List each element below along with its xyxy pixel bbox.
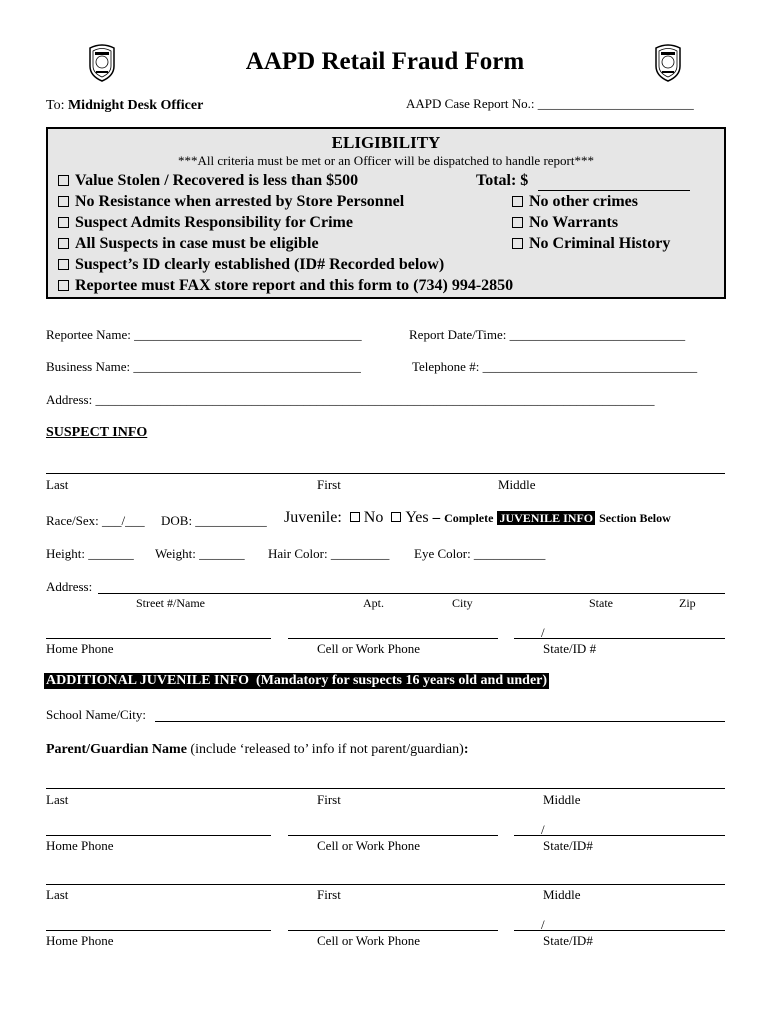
address-col-street: Street #/Name [136, 596, 205, 610]
criterion-label: Value Stolen / Recovered is less than $500 [75, 172, 359, 189]
address-col-apt: Apt. [363, 596, 384, 610]
eligibility-box [46, 127, 726, 299]
criterion-no-warrants[interactable] [512, 214, 618, 232]
checkbox-icon[interactable] [58, 259, 69, 270]
checkbox-icon[interactable] [58, 196, 69, 207]
checkbox-icon[interactable] [58, 280, 69, 291]
case-report-label: AAPD Case Report No.: [406, 96, 538, 111]
criterion-resistance[interactable] [58, 193, 404, 211]
col-label-middle: Middle [498, 477, 536, 492]
checkbox-icon[interactable] [512, 238, 523, 249]
section-below-label: Section Below [599, 511, 671, 525]
state-id-slash: / [541, 625, 545, 640]
parent-note: (include ‘released to’ info if not parent/guardian) [186, 742, 464, 757]
guardian1-col-middle: Middle [543, 792, 581, 807]
guardian2-col-last: Last [46, 887, 69, 902]
guardian2-col-first: First [317, 887, 341, 902]
juvenile-label: Juvenile: [284, 509, 342, 526]
criterion-label: No Warrants [529, 214, 619, 231]
state-id-line[interactable] [514, 638, 725, 639]
guardian2-name-line[interactable] [46, 884, 725, 885]
criterion-label: No Resistance when arrested by Store Personnel [75, 193, 405, 210]
parent-colon: : [463, 742, 469, 757]
reportee-name-field[interactable]: Reportee Name: ___________________________________ [46, 327, 362, 342]
parent-label: Parent/Guardian Name [46, 742, 187, 757]
to-label: To: [46, 98, 65, 113]
criterion-admits[interactable] [58, 214, 353, 232]
state-id-label: State/ID # [543, 641, 597, 656]
juvenile-no-checkbox-icon[interactable] [350, 512, 360, 522]
checkbox-icon[interactable] [58, 217, 69, 228]
guardian2-home-phone-line[interactable] [46, 930, 271, 931]
criterion-label: No other crimes [529, 193, 638, 210]
guardian2-cell-phone-label: Cell or Work Phone [317, 933, 421, 948]
guardian1-cell-phone-label: Cell or Work Phone [317, 838, 421, 853]
juvenile-info-highlight: JUVENILE INFO [499, 511, 594, 525]
case-report-field[interactable] [406, 96, 694, 112]
col-label-first: First [317, 477, 341, 492]
guardian2-col-middle: Middle [543, 887, 581, 902]
juvenile-no-label: No [363, 509, 384, 526]
col-label-last: Last [46, 477, 69, 492]
guardian1-cell-phone-line[interactable] [288, 835, 498, 836]
juvenile-dash: – [432, 510, 441, 526]
guardian2-slash: / [541, 917, 545, 932]
guardian1-slash: / [541, 822, 545, 837]
report-date-field[interactable]: Report Date/Time: ___________________________ [409, 327, 686, 342]
eye-color-field[interactable]: Eye Color: ___________ [414, 546, 546, 561]
complete-label: Complete [444, 511, 494, 525]
address-col-zip: Zip [679, 596, 696, 610]
checkbox-icon[interactable] [512, 217, 523, 228]
to-value: Midnight Desk Officer [67, 98, 204, 113]
criterion-id[interactable] [58, 256, 444, 274]
criterion-value[interactable] [58, 172, 358, 190]
criterion-no-criminal-history[interactable] [512, 235, 670, 253]
height-field[interactable]: Height: _______ [46, 546, 134, 561]
criterion-label: All Suspects in case must be eligible [75, 235, 319, 252]
cell-phone-label: Cell or Work Phone [317, 641, 421, 656]
juvenile-yes-label: Yes [405, 509, 429, 526]
reportee-address-field[interactable]: Address: ______________________________________________________________________________________ [46, 392, 655, 407]
case-report-line: ________________________ [537, 96, 694, 111]
hair-color-field[interactable]: Hair Color: _________ [268, 546, 390, 561]
dob-field[interactable]: DOB: ___________ [161, 513, 267, 528]
business-name-field[interactable]: Business Name: ___________________________________ [46, 359, 361, 374]
home-phone-line[interactable] [46, 638, 271, 639]
school-label: School Name/City: [46, 707, 147, 722]
checkbox-icon[interactable] [512, 196, 523, 207]
parent-guardian-heading [46, 742, 468, 758]
guardian2-state-id-label: State/ID# [543, 933, 593, 948]
race-sex-field[interactable]: Race/Sex: ___/___ [46, 513, 145, 528]
telephone-field[interactable]: Telephone #: _________________________________ [412, 359, 698, 374]
juvenile-info-heading: ADDITIONAL JUVENILE INFO (Mandatory for suspects 16 years old and under) [46, 673, 548, 688]
guardian2-state-id-line[interactable] [514, 930, 725, 931]
criterion-no-other-crimes[interactable] [512, 193, 638, 211]
juvenile-yes-checkbox-icon[interactable] [391, 512, 401, 522]
guardian1-name-line[interactable] [46, 788, 725, 789]
address-col-state: State [589, 596, 613, 610]
to-line [46, 98, 203, 114]
address-col-city: City [452, 596, 473, 610]
page-title: AAPD Retail Fraud Form [245, 48, 525, 75]
guardian2-home-phone-label: Home Phone [46, 933, 114, 948]
total-input[interactable] [538, 190, 690, 191]
cell-phone-line[interactable] [288, 638, 498, 639]
suspect-name-line[interactable] [46, 473, 725, 474]
guardian2-cell-phone-line[interactable] [288, 930, 498, 931]
home-phone-label: Home Phone [46, 641, 114, 656]
suspect-address-line[interactable] [98, 593, 725, 594]
juvenile-row [284, 509, 671, 527]
criterion-all-suspects[interactable] [58, 235, 319, 253]
eligibility-heading: ELIGIBILITY [331, 133, 441, 152]
criterion-label: Suspect Admits Responsibility for Crime [75, 214, 353, 231]
checkbox-icon[interactable] [58, 238, 69, 249]
guardian1-home-phone-line[interactable] [46, 835, 271, 836]
guardian1-col-last: Last [46, 792, 69, 807]
school-line[interactable] [155, 721, 725, 722]
criterion-label: Reportee must FAX store report and this form to (734) 994-2850 [75, 277, 514, 294]
total-label: Total: $ [476, 172, 529, 189]
suspect-address-label: Address: [46, 579, 93, 594]
eligibility-note: ***All criteria must be met or an Officer will be dispatched to handle report*** [178, 153, 594, 168]
suspect-info-heading: SUSPECT INFO [46, 425, 148, 440]
criterion-label: Suspect’s ID clearly established (ID# Recorded below) [75, 256, 445, 273]
guardian1-col-first: First [317, 792, 341, 807]
checkbox-icon[interactable] [58, 175, 69, 186]
guardian1-state-id-label: State/ID# [543, 838, 593, 853]
criterion-label: No Criminal History [529, 235, 671, 252]
weight-field[interactable]: Weight: _______ [155, 546, 245, 561]
guardian1-state-id-line[interactable] [514, 835, 725, 836]
criterion-fax[interactable] [58, 277, 513, 295]
guardian1-home-phone-label: Home Phone [46, 838, 114, 853]
